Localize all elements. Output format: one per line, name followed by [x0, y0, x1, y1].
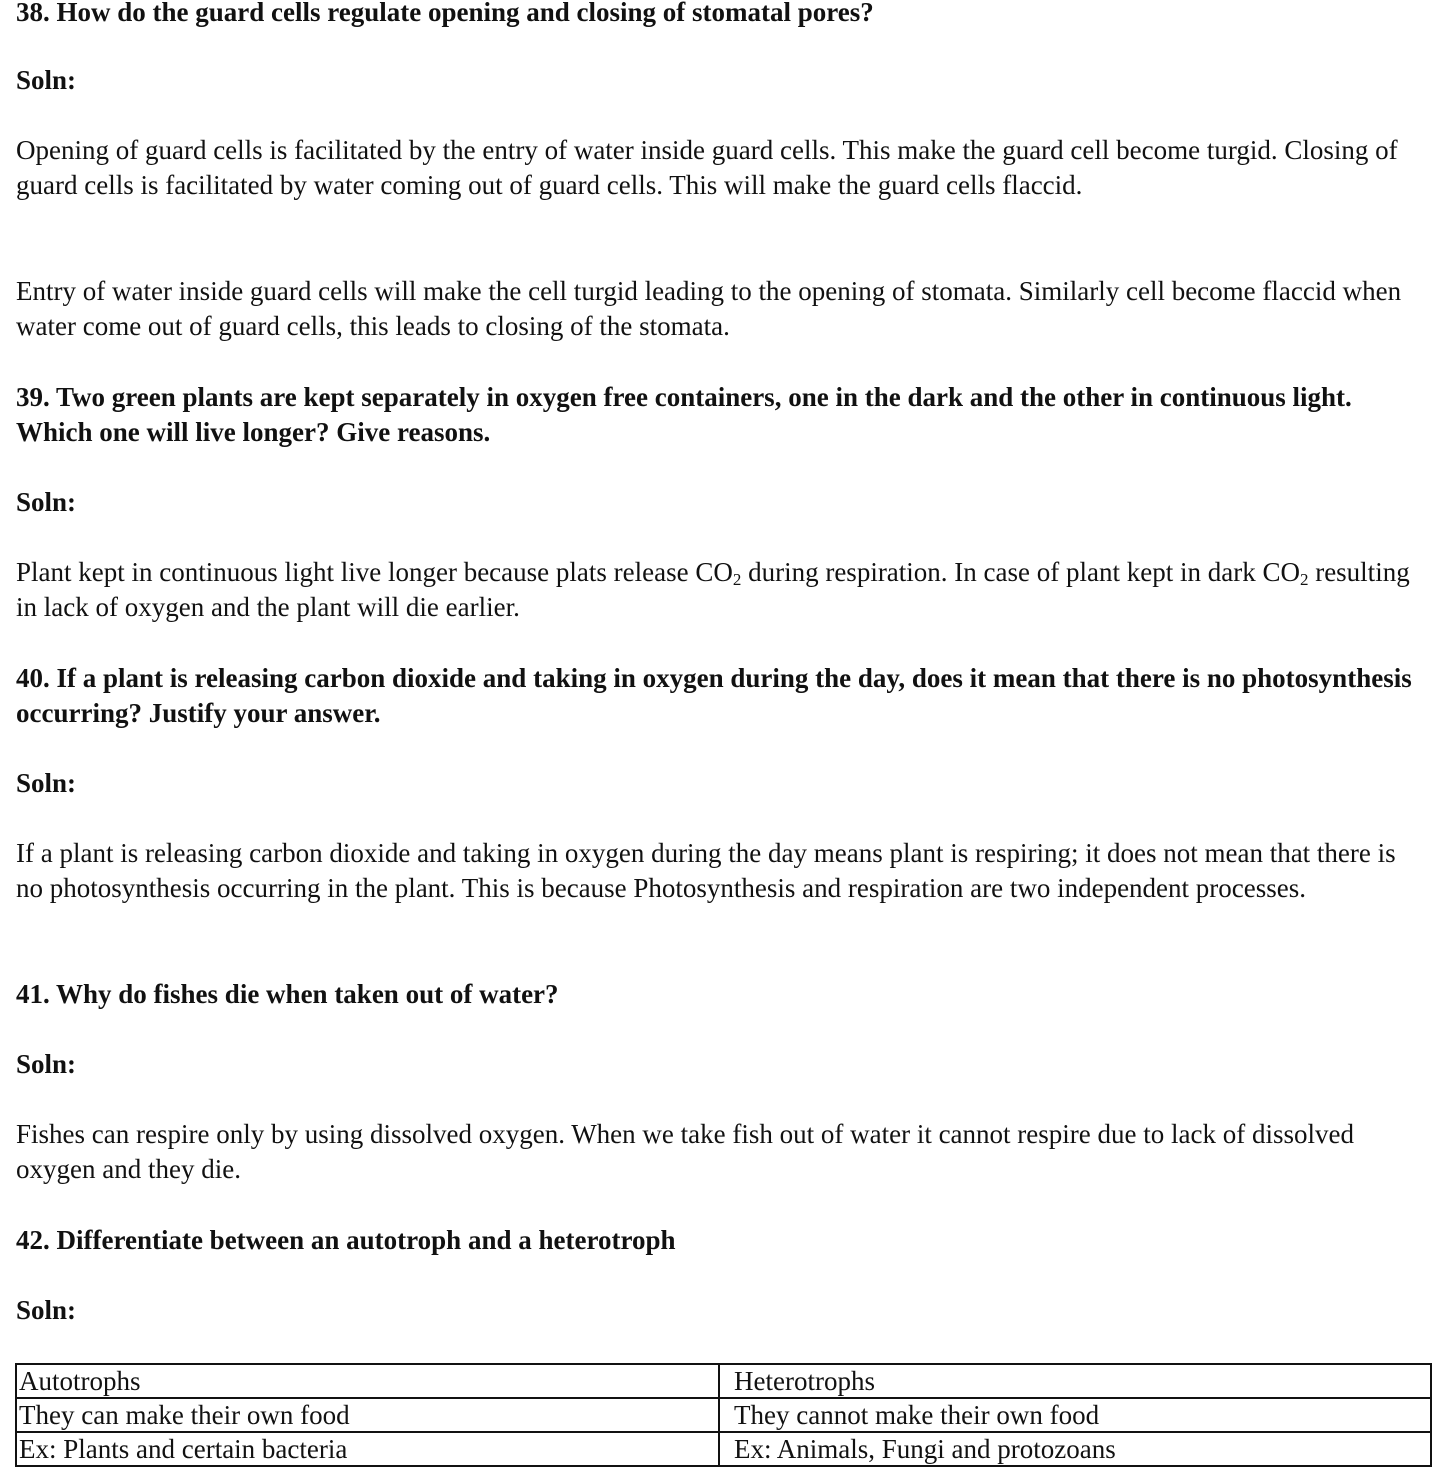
question-39-answer-text-a: Plant kept in continuous light live longer because plats release CO — [16, 557, 733, 587]
question-39-answer-text-c: resulting in lack of oxygen and the plant will die earlier. — [16, 557, 1410, 622]
co2-subscript: 2 — [1299, 570, 1309, 589]
table-cell: Heterotrophs — [719, 1364, 1431, 1398]
table-cell: Autotrophs — [16, 1364, 719, 1398]
question-39-soln-label: Soln: — [16, 487, 77, 517]
co2-subscript: 2 — [732, 570, 742, 589]
table-cell: They can make their own food — [16, 1398, 719, 1432]
question-38-heading: 38. How do the guard cells regulate opening and closing of stomatal pores? — [16, 0, 874, 27]
question-41-heading: 41. Why do fishes die when taken out of water? — [16, 979, 559, 1009]
question-38-answer-para-2: Entry of water inside guard cells will make the cell turgid leading to the opening of stomata. Similarly cell become flaccid when water come out of guard cells, this leads to closing of the stomata. — [16, 276, 1402, 341]
table-row — [16, 1432, 1431, 1466]
table-cell: Ex: Plants and certain bacteria — [16, 1432, 719, 1466]
question-40-answer-para: If a plant is releasing carbon dioxide and taking in oxygen during the day means plant is respiring; it does not mean that there is no photosynthesis occurring in the plant. This is because Photosynthesis and respiration are two independent processes. — [16, 838, 1396, 903]
question-39-heading: 39. Two green plants are kept separately in oxygen free containers, one in the dark and the other in continuous light. Which one will live longer? Give reasons. — [16, 382, 1352, 447]
question-40-soln-label: Soln: — [16, 768, 77, 798]
question-41-answer-para: Fishes can respire only by using dissolved oxygen. When we take fish out of water it cannot respire due to lack of dissolved oxygen and they die. — [16, 1119, 1354, 1184]
table-cell: Ex: Animals, Fungi and protozoans — [719, 1432, 1431, 1466]
question-39-answer-text-b: during respiration. In case of plant kept in dark CO — [741, 557, 1300, 587]
question-41-soln-label: Soln: — [16, 1049, 77, 1079]
question-38-soln-label: Soln: — [16, 65, 77, 95]
question-40-heading: 40. If a plant is releasing carbon dioxide and taking in oxygen during the day, does it mean that there is no photosynthesis occurring? Justify your answer. — [16, 663, 1412, 728]
question-38-answer-para-1: Opening of guard cells is facilitated by the entry of water inside guard cells. This make the guard cell become turgid. Closing of guard cells is facilitated by water coming out of guard cells. This will make the guard cells flaccid. — [16, 135, 1398, 200]
question-42-heading: 42. Differentiate between an autotroph and a heterotroph — [16, 1225, 676, 1255]
table-cell: They cannot make their own food — [719, 1398, 1431, 1432]
question-42-soln-label: Soln: — [16, 1295, 77, 1325]
autotroph-heterotroph-table — [15, 1363, 1432, 1467]
table-row — [16, 1364, 1431, 1398]
question-39-answer-para — [16, 555, 1416, 625]
table-row — [16, 1398, 1431, 1432]
